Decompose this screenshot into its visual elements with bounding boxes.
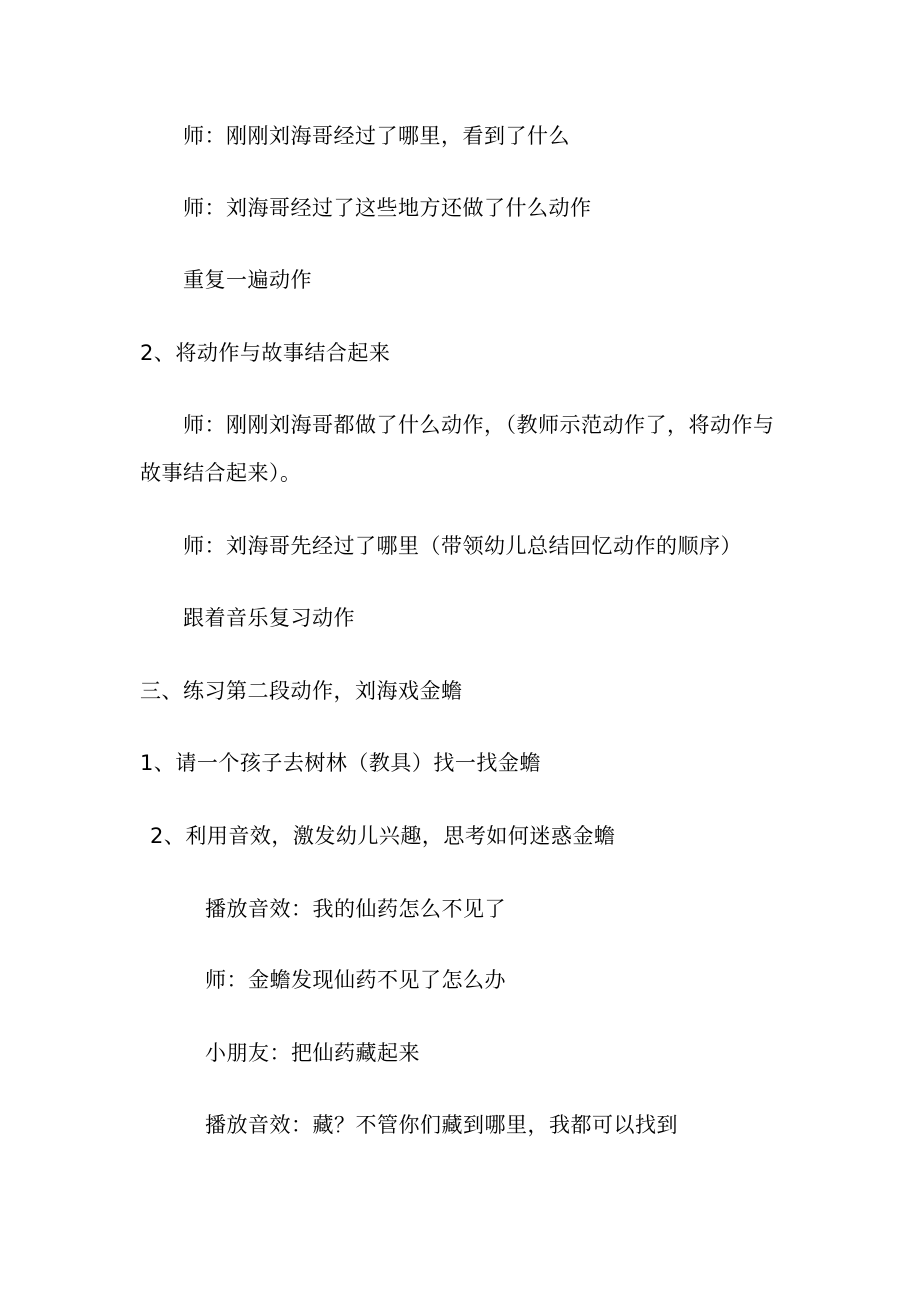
text-line: 播放音效：我的仙药怎么不见了 [205,897,506,921]
text-line: 师：金蟾发现仙药不见了怎么办 [205,968,506,992]
section-heading: 2、将动作与故事结合起来 [140,341,391,365]
text-line: 故事结合起来）。 [140,461,302,485]
text-line: 跟着音乐复习动作 [183,606,355,630]
text-line: 播放音效：藏？不管你们藏到哪里，我都可以找到 [205,1113,678,1137]
section-heading: 2、利用音效，激发幼儿兴趣，思考如何迷惑金蟾 [150,824,616,848]
text-line: 师：刚刚刘海哥都做了什么动作，（教师示范动作了，将动作与 [183,413,775,437]
text-line: 师：刚刚刘海哥经过了哪里，看到了什么 [183,124,570,148]
text-line: 重复一遍动作 [183,268,312,292]
section-heading: 1、请一个孩子去树林（教具）找一找金蟾 [140,751,541,775]
text-line: 小朋友：把仙药藏起来 [205,1041,420,1065]
text-line: 师：刘海哥先经过了哪里（带领幼儿总结回忆动作的顺序） [183,534,742,558]
text-line: 师：刘海哥经过了这些地方还做了什么动作 [183,196,592,220]
section-heading: 三、练习第二段动作，刘海戏金蟾 [140,679,463,703]
